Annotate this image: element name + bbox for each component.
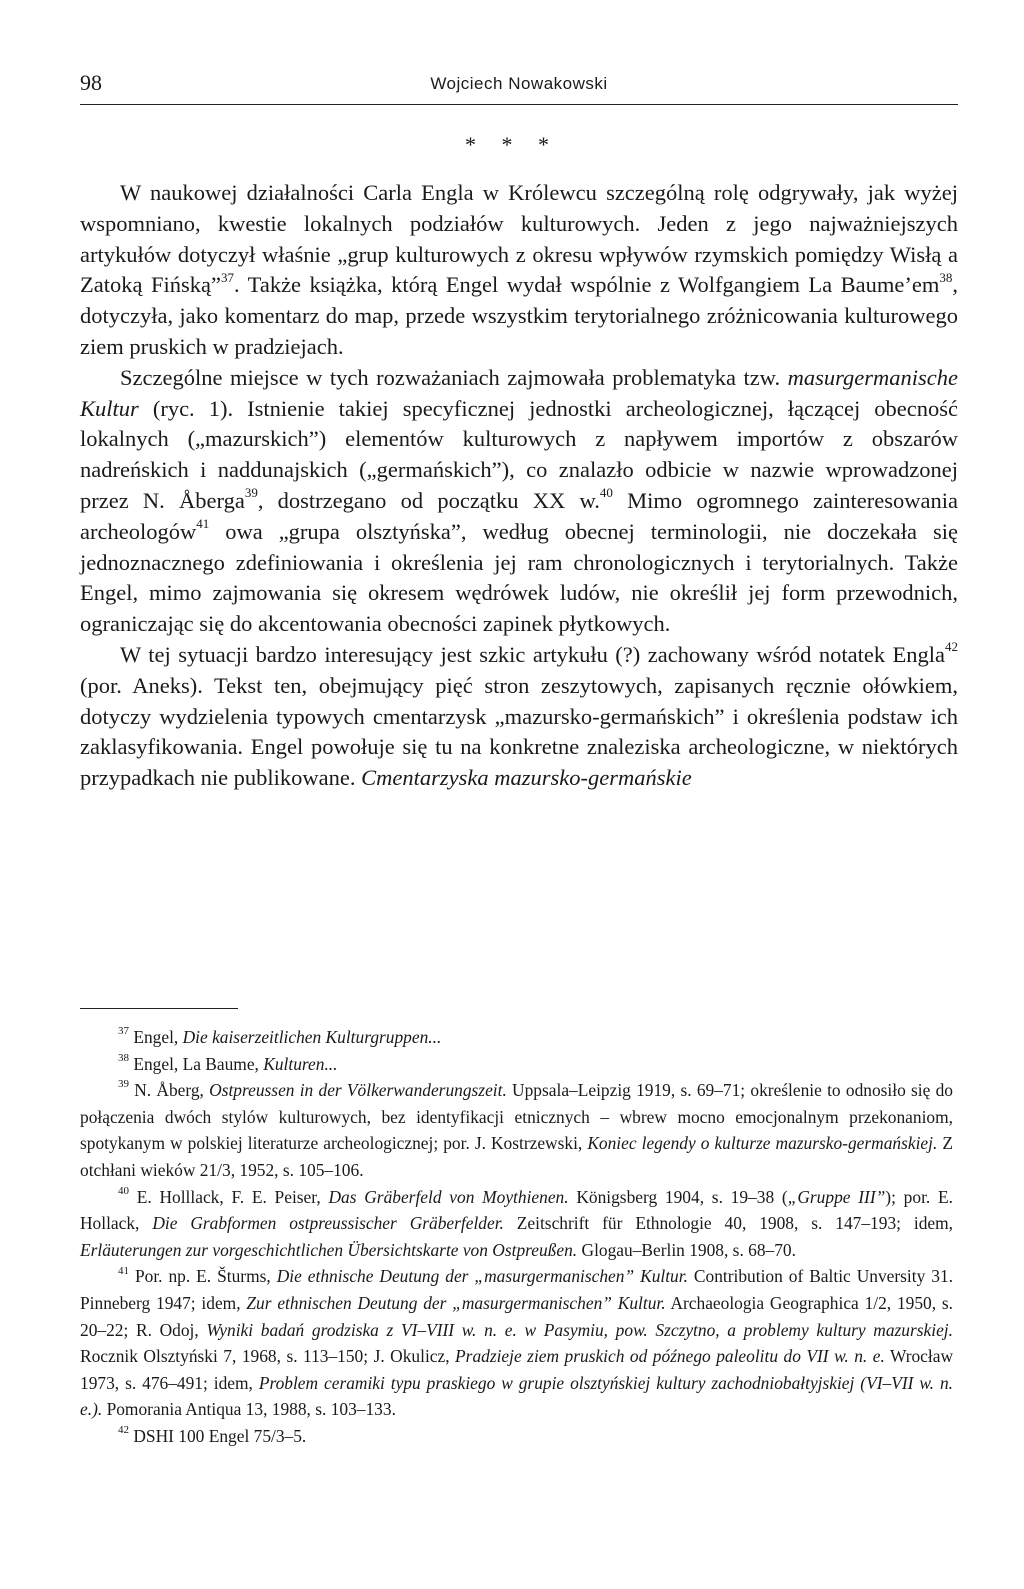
footnote-number: 42 bbox=[118, 1424, 129, 1437]
footnote-number: 41 bbox=[118, 1264, 129, 1277]
italic-title: Koniec legendy o kulturze mazursko-germańskiej. bbox=[587, 1133, 938, 1154]
footnote-ref[interactable]: 37 bbox=[220, 269, 234, 285]
text: Königsberg 1904, s. 19–38 ( bbox=[568, 1186, 788, 1207]
text: E. Holllack, F. E. Peiser, bbox=[129, 1186, 329, 1207]
paragraph-1 bbox=[80, 178, 958, 363]
running-head: Wojciech Nowakowski bbox=[430, 74, 608, 93]
footnote-ref[interactable]: 41 bbox=[196, 516, 210, 532]
footnote-rule bbox=[80, 1008, 238, 1009]
text: Pomorania Antiqua 13, 1988, s. 103–133. bbox=[102, 1399, 396, 1420]
text: N. Åberg, bbox=[129, 1080, 210, 1101]
footnote-42 bbox=[80, 1423, 953, 1450]
text: . Także książka, którą Engel wydał wspólnie z Wolfgangiem La Baume’em bbox=[233, 272, 940, 298]
footnote-ref[interactable]: 39 bbox=[244, 485, 258, 501]
footnote-40 bbox=[80, 1184, 953, 1264]
text: (por. Aneks). Tekst ten, obejmujący pięć stron zeszytowych, zapisanych ręcznie ołówkiem, dotyczy wydzielenia typowych cmentarzysk „mazursko-germańskich” i określenia podstaw ich zaklasyfikowania. Engel powołuje się tu na konkretne znaleziska archeologiczne, w niektórych przypadkach nie publikowane. bbox=[80, 672, 958, 791]
italic-title: Pradzieje ziem pruskich od późnego paleolitu do VII w. n. e. bbox=[455, 1346, 885, 1367]
paragraph-3 bbox=[80, 640, 958, 794]
footnote-ref[interactable]: 40 bbox=[599, 485, 613, 501]
text: Engel, bbox=[129, 1027, 183, 1047]
text: ); por. E. Hollack, bbox=[80, 1186, 953, 1234]
page-header bbox=[80, 70, 958, 105]
italic-title: Die ethnische Deutung der „masurgermanischen” Kultur. bbox=[276, 1266, 688, 1287]
footnote-41 bbox=[80, 1263, 953, 1423]
text: Zeitschrift für Ethnologie 40, 1908, s. 147–193; idem, bbox=[503, 1213, 953, 1234]
footnote-37 bbox=[80, 1024, 953, 1051]
footnote-number: 37 bbox=[118, 1025, 129, 1038]
italic-title: Wyniki badań grodziska z VI–VIII w. n. e. w Pasymiu, pow. Szczytno, a problemy kultury mazurskiej. bbox=[206, 1319, 953, 1340]
text: W tej sytuacji bardzo interesujący jest szkic artykułu (?) zachowany wśród notatek Engla bbox=[120, 641, 945, 667]
text: DSHI 100 Engel 75/3–5. bbox=[129, 1425, 307, 1446]
text: Rocznik Olsztyński 7, 1968, s. 113–150; J. Okulicz, bbox=[80, 1346, 456, 1367]
italic-term: masurgermanische Kultur bbox=[80, 364, 958, 421]
footnotes bbox=[80, 1024, 953, 1450]
paragraph-2 bbox=[80, 363, 958, 640]
text: , dotyczyła, jako komentarz do map, przede wszystkim terytorialnego zróżnicowania kulturowego ziem pruskich w pradziejach. bbox=[80, 272, 958, 359]
italic-title: Zur ethnischen Deutung der „masurgermanischen” Kultur. bbox=[246, 1292, 666, 1313]
italic-title: Die Grabformen ostpreussischer Gräberfelder. bbox=[152, 1213, 504, 1234]
text: Por. np. E. Šturms, bbox=[129, 1266, 277, 1287]
italic-title: Das Gräberfeld von Moythienen. bbox=[328, 1186, 569, 1207]
text: (ryc. 1). Istnienie takiej specyficznej jednostki archeologicznej, łączącej obecność lokalnych („mazurskich”) elementów kulturowych z napływem importów z obszarów nadreńskich i naddunajskich („germańskich”), co znalazło odbicie w nazwie wprowadzonej przez N. Åberga bbox=[80, 395, 958, 513]
footnote-38 bbox=[80, 1051, 953, 1078]
body-text bbox=[80, 178, 958, 794]
footnote-number: 40 bbox=[118, 1184, 129, 1197]
text: W naukowej działalności Carla Engla w Królewcu szczególną rolę odgrywały, jak wyżej wspomniano, kwestie lokalnych podziałów kulturowych. Jeden z jego najważniejszych artykułów dotyczył właśnie „grup kulturowych z okresu wpływów rzymskich pomiędzy Wisłą a Zatoką Fińską” bbox=[80, 180, 958, 298]
text: Z otchłani wieków 21/3, 1952, s. 105–106. bbox=[80, 1133, 953, 1180]
text: Szczególne miejsce w tych rozważaniach zajmowała problematyka tzw. bbox=[120, 364, 788, 390]
section-separator: * * * bbox=[465, 132, 559, 157]
footnote-number: 38 bbox=[118, 1051, 129, 1064]
text: Archaeologia Geographica 1/2, 1950, s. 20–22; R. Odoj, bbox=[80, 1292, 954, 1340]
italic-title: Die kaiserzeitlichen Kulturgruppen... bbox=[182, 1027, 442, 1047]
page-number: 98 bbox=[80, 70, 102, 95]
text: owa „grupa olsztyńska”, według obecnej terminologii, nie doczekała się jednoznacznego zdefiniowania i określenia jej ram chronologicznych i terytorialnych. Także Engel, mimo zajmowania się okresem wędrówek ludów, nie określił jej form przewodnich, ograniczając się do akcentowania obecności zapinek płytkowych. bbox=[80, 518, 958, 637]
text: Mimo ogromnego zainteresowania archeologów bbox=[80, 487, 958, 544]
footnote-number: 39 bbox=[118, 1078, 129, 1091]
text: Uppsala–Leipzig 1919, s. 69–71; określenie to odnosiło się do połączenia dwóch stylów kulturowych, bez identyfikacji etnicznych – wbrew mocno emocjonalnym przekonaniom, spotykanym w polskiej literaturze archeologicznej; por. J. Kostrzewski, bbox=[80, 1080, 953, 1154]
italic-title: Kulturen... bbox=[263, 1053, 338, 1074]
italic-title: Erläuterungen zur vorgeschichtlichen Übersichtskarte von Ostpreußen. bbox=[80, 1239, 578, 1260]
text: Glogau–Berlin 1908, s. 68–70. bbox=[577, 1239, 796, 1260]
footnote-39 bbox=[80, 1077, 953, 1183]
italic-term: Cmentarzyska mazursko-germańskie bbox=[361, 765, 692, 791]
italic-title: Problem ceramiki typu praskiego w grupie olsztyńskiej kultury zachodniobałtyjskiej (VI–VII w. n. e.). bbox=[80, 1372, 953, 1420]
text: Contribution of Baltic Unversity 31. Pinneberg 1947; idem, bbox=[80, 1266, 953, 1313]
footnote-ref[interactable]: 38 bbox=[939, 269, 953, 285]
text: Wrocław 1973, s. 476–491; idem, bbox=[80, 1346, 954, 1393]
italic-title: „Gruppe III” bbox=[787, 1186, 886, 1207]
text: , dostrzegano od początku XX w. bbox=[257, 487, 600, 513]
footnote-ref[interactable]: 42 bbox=[945, 639, 958, 655]
italic-title: Ostpreussen in der Völkerwanderungszeit. bbox=[209, 1080, 507, 1101]
text: Engel, La Baume, bbox=[129, 1053, 264, 1074]
